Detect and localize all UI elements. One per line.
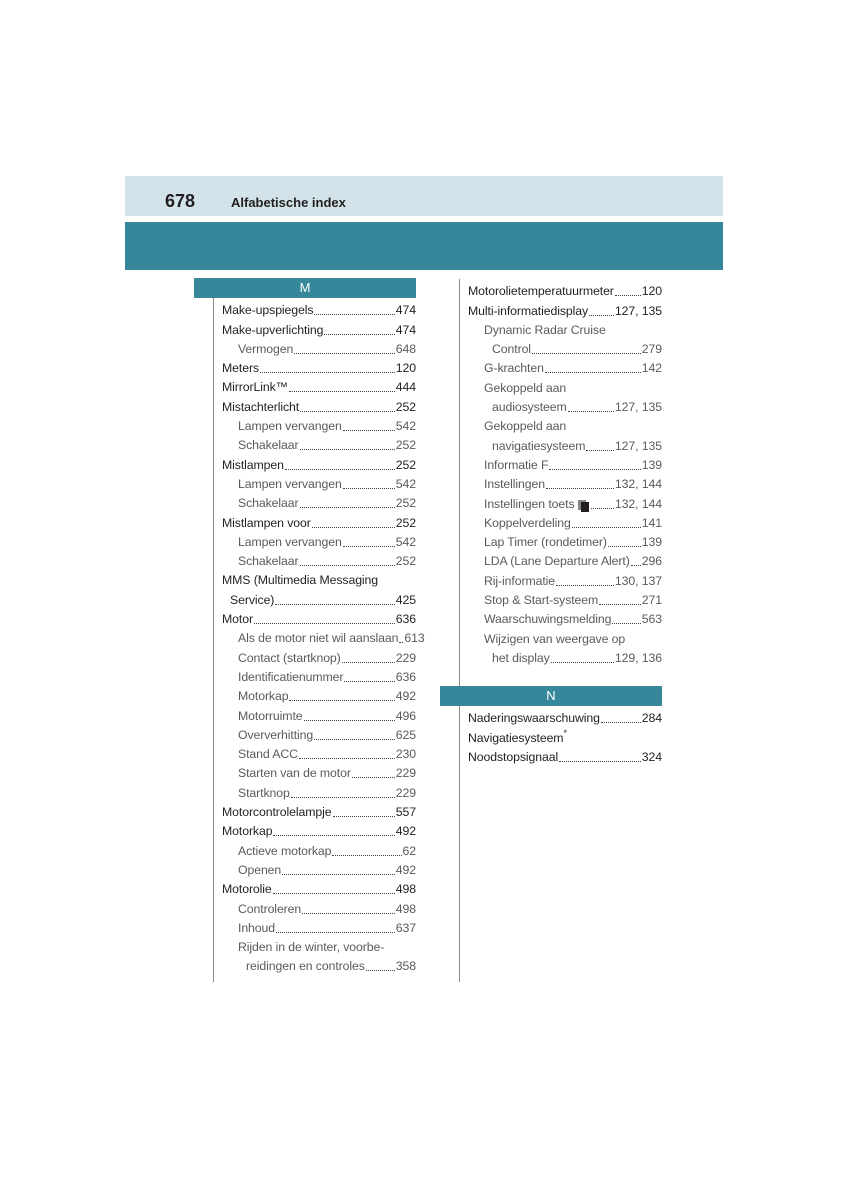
leader-dots [342, 661, 395, 663]
leader-dots [343, 545, 395, 547]
entry-term: Lampen vervangen [238, 419, 342, 434]
index-entry [468, 726, 662, 745]
leader-dots [556, 584, 614, 586]
entry-page: 636 [395, 612, 416, 627]
index-subentry [468, 627, 662, 646]
entry-page: 563 [641, 612, 662, 627]
index-subentry [468, 319, 662, 338]
index-subentry [222, 704, 416, 723]
entry-page: 492 [395, 824, 416, 839]
entry-page: 252 [395, 438, 416, 453]
entry-term: Motorolie [222, 882, 272, 897]
index-subentry [222, 415, 416, 434]
index-subentry-continued [468, 434, 662, 453]
entry-page: 130, 137 [614, 573, 662, 588]
index-subentry-continued [222, 955, 416, 974]
leader-dots [324, 333, 394, 335]
leader-dots [300, 410, 395, 412]
index-entry [468, 746, 662, 765]
entry-page: 139 [641, 535, 662, 550]
entry-term: Actieve motorkap [238, 843, 332, 858]
entry-page: 498 [395, 901, 416, 916]
leader-dots [545, 371, 641, 373]
entry-term: Stop & Start-systeem [484, 593, 599, 608]
leader-dots [589, 314, 614, 316]
leader-dots [601, 721, 641, 723]
entry-page: 425 [395, 592, 416, 607]
entry-term: G-krachten [484, 361, 544, 376]
entry-page: 252 [395, 399, 416, 414]
index-entry [222, 569, 416, 588]
index-entry [468, 280, 662, 299]
entry-term: Contact (startknop) [238, 650, 341, 665]
entry-page: 252 [395, 554, 416, 569]
entry-term: Waarschuwingsmelding [484, 612, 612, 627]
entry-page: 613 [404, 631, 425, 646]
entry-term: Startknop [238, 785, 290, 800]
entry-term: Inhoud [238, 920, 276, 935]
index-entry [468, 299, 662, 318]
index-subentry [468, 512, 662, 531]
entry-page: 132, 144 [614, 477, 662, 492]
leader-dots [304, 719, 395, 721]
index-column-m-continued [468, 280, 662, 666]
entry-term: Informatie F [484, 457, 549, 472]
section-header-m: M [194, 278, 416, 298]
leader-dots [314, 313, 394, 315]
index-subentry [222, 762, 416, 781]
entry-term: Motorkap [238, 689, 289, 704]
entry-term: Naderingswaarschuwing [468, 711, 600, 726]
leader-dots [333, 815, 395, 817]
entry-page: 498 [395, 882, 416, 897]
page-number: 678 [165, 191, 196, 211]
leader-dots [549, 468, 640, 470]
index-subentry [222, 839, 416, 858]
index-subentry [222, 743, 416, 762]
entry-page: 625 [395, 727, 416, 742]
entry-page: 229 [395, 766, 416, 781]
index-subentry [222, 492, 416, 511]
leader-dots [289, 699, 394, 701]
leader-dots [591, 507, 614, 509]
index-subentry [222, 936, 416, 955]
entry-page: 230 [395, 747, 416, 762]
leader-dots [332, 854, 401, 856]
index-entry [222, 511, 416, 530]
entry-term: MMS (Multimedia Messaging [222, 573, 379, 588]
header-band-dark [125, 222, 723, 270]
entry-page: 648 [395, 341, 416, 356]
index-entry [468, 707, 662, 726]
entry-term: Meters [222, 361, 259, 376]
entry-term: Stand ACC [238, 747, 298, 762]
index-subentry [468, 589, 662, 608]
index-entry [222, 357, 416, 376]
entry-page: 127, 135 [614, 400, 662, 415]
index-subentry [222, 917, 416, 936]
leader-dots [314, 738, 395, 740]
leader-dots [615, 294, 641, 296]
index-entry [222, 820, 416, 839]
entry-page: 120 [395, 361, 416, 376]
leader-dots [312, 526, 395, 528]
index-subentry [222, 338, 416, 357]
leader-dots [302, 912, 395, 914]
index-subentry [222, 473, 416, 492]
entry-page: 229 [395, 650, 416, 665]
entry-term: Vermogen [238, 341, 294, 356]
entry-page: 271 [641, 593, 662, 608]
index-subentry [468, 415, 662, 434]
leader-dots [300, 506, 395, 508]
entry-term: MirrorLink™ [222, 380, 288, 395]
entry-page: 252 [395, 496, 416, 511]
leader-dots [586, 449, 614, 451]
leader-dots [343, 487, 395, 489]
entry-term: Control [492, 342, 531, 357]
entry-page: 141 [641, 515, 662, 530]
entry-term: Starten van de motor [238, 766, 351, 781]
index-subentry [222, 897, 416, 916]
index-entry-continued [222, 588, 416, 607]
entry-page: 474 [395, 303, 416, 318]
index-entry [222, 395, 416, 414]
entry-page: 444 [395, 380, 416, 395]
entry-page: 127, 135 [614, 303, 662, 318]
leader-dots [612, 622, 640, 624]
leader-dots [532, 352, 641, 354]
entry-page: 284 [641, 711, 662, 726]
index-subentry [468, 454, 662, 473]
entry-term: Controleren [238, 901, 302, 916]
index-entry [222, 878, 416, 897]
entry-page: 142 [641, 361, 662, 376]
entry-term: Instellingen [484, 477, 546, 492]
entry-page: 129, 136 [614, 650, 662, 665]
entry-term: Mistlampen voor [222, 515, 311, 530]
leader-dots [300, 448, 395, 450]
index-column-m [222, 299, 425, 974]
leader-dots [608, 545, 641, 547]
header-band-light [125, 176, 723, 216]
index-entry [222, 801, 416, 820]
entry-term: Wijzigen van weergave op [484, 631, 626, 646]
index-entry [222, 453, 416, 472]
entry-page: 496 [395, 708, 416, 723]
book-icon [578, 500, 589, 512]
index-entry [222, 299, 416, 318]
entry-page: 542 [395, 476, 416, 491]
index-subentry [222, 550, 416, 569]
leader-dots [631, 564, 641, 566]
entry-term: Dynamic Radar Cruise [484, 322, 606, 337]
entry-term: Motorcontrolelampje [222, 805, 332, 820]
index-subentry [468, 531, 662, 550]
entry-page: 492 [395, 689, 416, 704]
index-subentry [468, 569, 662, 588]
index-subentry [222, 666, 416, 685]
entry-term: Motorruimte [238, 708, 303, 723]
entry-term: navigatiesysteem [492, 438, 586, 453]
entry-page: 637 [395, 920, 416, 935]
leader-dots [599, 603, 641, 605]
index-subentry [468, 550, 662, 569]
entry-page: 279 [641, 342, 662, 357]
entry-term: Motor [222, 612, 253, 627]
leader-dots [299, 757, 395, 759]
entry-term: Navigatiesysteem [468, 730, 564, 745]
index-entry [222, 376, 416, 395]
entry-term: Motorolietemperatuurmeter [468, 284, 614, 299]
entry-term: Instellingen toets [484, 496, 575, 511]
leader-dots [275, 603, 394, 605]
entry-term: Motorkap [222, 824, 273, 839]
leader-dots [282, 873, 395, 875]
index-subentry [222, 627, 425, 646]
entry-term: Openen [238, 862, 282, 877]
entry-page: 492 [395, 862, 416, 877]
leader-dots [285, 468, 395, 470]
entry-page: 229 [395, 785, 416, 800]
leader-dots [568, 410, 614, 412]
entry-term: Lampen vervangen [238, 534, 342, 549]
entry-page: 252 [395, 515, 416, 530]
entry-page: 542 [395, 419, 416, 434]
entry-term: Make-upspiegels [222, 303, 314, 318]
index-subentry-continued [468, 338, 662, 357]
entry-term: Lap Timer (rondetimer) [484, 535, 607, 550]
entry-term: Gekoppeld aan [484, 380, 567, 395]
entry-term: Lampen vervangen [238, 476, 342, 491]
index-subentry [468, 492, 662, 511]
index-subentry [222, 724, 416, 743]
entry-page: 132, 144 [614, 496, 662, 511]
entry-page: 127, 135 [614, 438, 662, 453]
entry-term: audiosysteem [492, 400, 567, 415]
entry-term: het display [492, 650, 550, 665]
entry-page: 139 [641, 457, 662, 472]
entry-term: Identificatienummer [238, 669, 344, 684]
footnote-mark: * [563, 727, 567, 738]
index-subentry [468, 473, 662, 492]
page-title: Alfabetische index [231, 195, 346, 210]
leader-dots [551, 661, 614, 663]
index-column-n [468, 707, 662, 765]
entry-term: Mistachterlicht [222, 399, 300, 414]
index-subentry [222, 531, 416, 550]
leader-dots [572, 526, 641, 528]
leader-dots [291, 796, 395, 798]
entry-page: 62 [402, 843, 416, 858]
leader-dots [343, 429, 395, 431]
column-divider-left [213, 298, 214, 982]
index-entry [222, 318, 416, 337]
index-subentry [468, 376, 662, 395]
entry-term: Rijden in de winter, voorbe- [238, 940, 385, 955]
leader-dots [366, 969, 395, 971]
column-divider-middle [459, 279, 460, 982]
entry-term: Schakelaar [238, 496, 299, 511]
leader-dots [294, 352, 395, 354]
entry-page: 474 [395, 322, 416, 337]
leader-dots [273, 834, 394, 836]
entry-term: Multi-informatiedisplay [468, 303, 589, 318]
entry-page: 324 [641, 749, 662, 764]
index-subentry [468, 357, 662, 376]
leader-dots [344, 680, 394, 682]
entry-page: 296 [641, 554, 662, 569]
entry-term: Service) [230, 592, 275, 607]
leader-dots [254, 622, 395, 624]
leader-dots [273, 892, 395, 894]
entry-term: Mistlampen [222, 457, 284, 472]
entry-page: 252 [395, 457, 416, 472]
index-subentry [222, 685, 416, 704]
leader-dots [559, 760, 641, 762]
index-entry [222, 608, 416, 627]
entry-page: 557 [395, 805, 416, 820]
leader-dots [276, 931, 395, 933]
entry-term: Schakelaar [238, 554, 299, 569]
index-subentry [222, 781, 416, 800]
index-subentry-continued [468, 647, 662, 666]
entry-term: Make-upverlichting [222, 322, 324, 337]
index-subentry [222, 859, 416, 878]
entry-term: LDA (Lane Departure Alert) [484, 554, 630, 569]
entry-term: Als de motor niet wil aanslaan [238, 631, 399, 646]
entry-term: reidingen en controles [246, 959, 365, 974]
index-subentry [468, 608, 662, 627]
leader-dots [352, 776, 395, 778]
leader-dots [399, 641, 403, 643]
index-subentry-continued [468, 396, 662, 415]
entry-term: Rij-informatie [484, 573, 556, 588]
entry-page: 636 [395, 669, 416, 684]
leader-dots [260, 371, 395, 373]
entry-term: Oververhitting [238, 727, 314, 742]
section-header-n: N [440, 686, 662, 706]
entry-term: Gekoppeld aan [484, 419, 567, 434]
entry-term: Koppelverdeling [484, 515, 571, 530]
entry-page: 120 [641, 284, 662, 299]
entry-page: 358 [395, 959, 416, 974]
index-subentry [222, 646, 416, 665]
leader-dots [300, 564, 395, 566]
entry-term: Noodstopsignaal [468, 749, 559, 764]
leader-dots [546, 487, 614, 489]
leader-dots [289, 390, 395, 392]
index-subentry [222, 434, 416, 453]
entry-page: 542 [395, 534, 416, 549]
entry-term: Schakelaar [238, 438, 299, 453]
